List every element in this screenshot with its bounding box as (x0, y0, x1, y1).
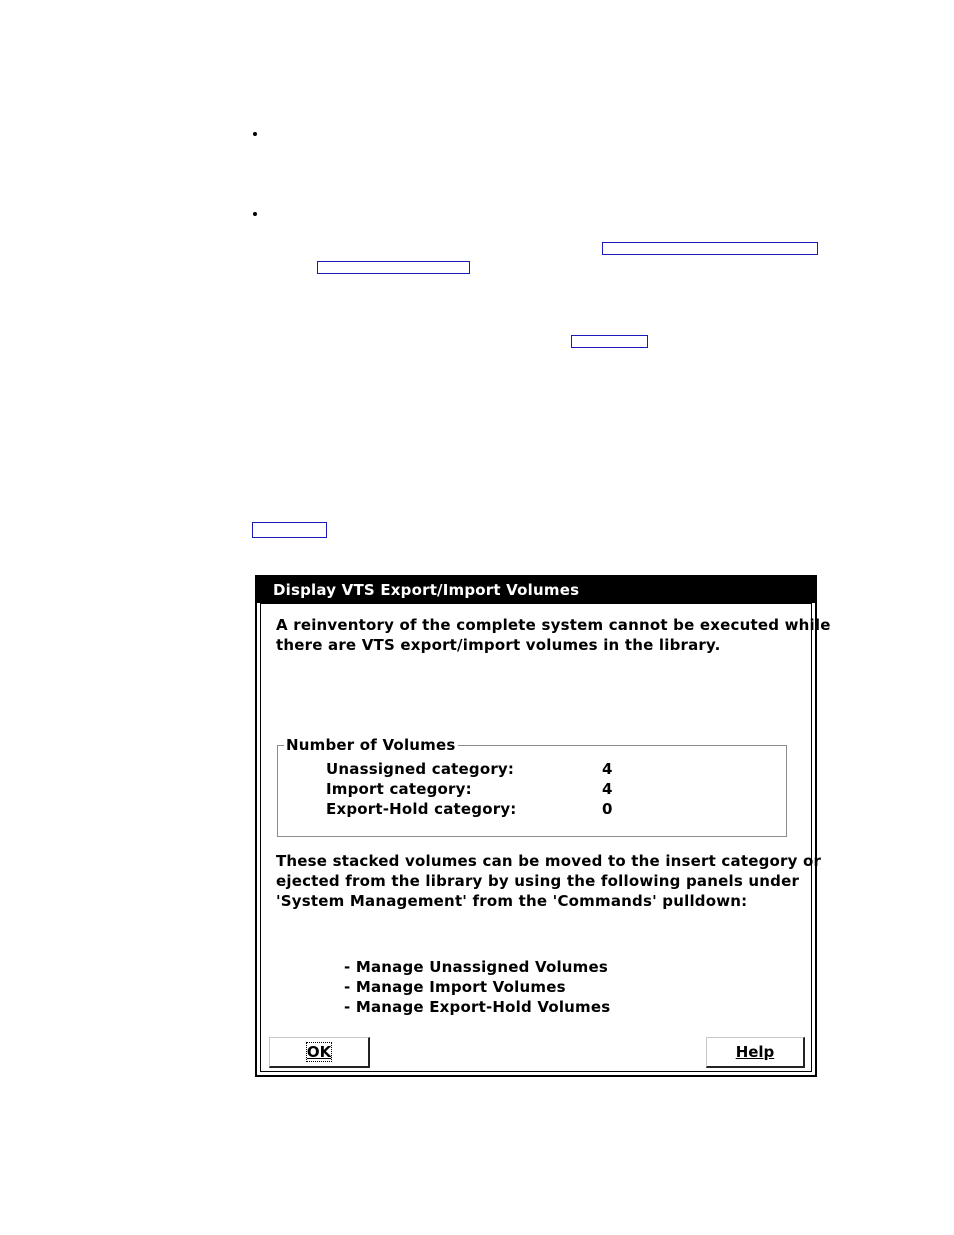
unassigned-category-value: 4 (602, 760, 613, 778)
info-line-3: 'System Management' from the 'Commands' pulldown: (276, 892, 748, 910)
bullet-marker-1 (253, 132, 257, 136)
import-category-label: Import category: (326, 780, 472, 798)
display-vts-export-import-dialog (255, 575, 831, 1077)
ok-button-label: OK (306, 1043, 332, 1061)
help-button[interactable] (706, 1037, 805, 1068)
cross-reference-link-3[interactable] (571, 335, 648, 348)
panel-item-manage-export-hold: - Manage Export-Hold Volumes (344, 998, 611, 1016)
import-category-value: 4 (602, 780, 613, 798)
cross-reference-link-2[interactable] (317, 261, 470, 274)
dialog-client-area (260, 603, 831, 1072)
cross-reference-link-4[interactable] (252, 522, 327, 538)
ok-button[interactable] (269, 1037, 370, 1068)
group-title: Number of Volumes (286, 736, 456, 754)
dialog-title-bar (257, 577, 815, 603)
info-line-2: ejected from the library by using the following panels under (276, 872, 800, 890)
number-of-volumes-group (277, 736, 787, 837)
message-line-1: A reinventory of the complete system cannot be executed while (276, 616, 831, 634)
cross-reference-link-1[interactable] (602, 242, 818, 255)
export-hold-category-label: Export-Hold category: (326, 800, 517, 818)
bullet-marker-2 (253, 212, 257, 216)
dialog-title: Display VTS Export/Import Volumes (273, 581, 580, 599)
panel-item-manage-import: - Manage Import Volumes (344, 978, 566, 996)
info-line-1: These stacked volumes can be moved to the insert category or (276, 852, 822, 870)
help-button-label: Help (735, 1043, 775, 1061)
panel-item-manage-unassigned: - Manage Unassigned Volumes (344, 958, 609, 976)
export-hold-category-value: 0 (602, 800, 613, 818)
message-line-2: there are VTS export/import volumes in the library. (276, 636, 721, 654)
unassigned-category-label: Unassigned category: (326, 760, 515, 778)
